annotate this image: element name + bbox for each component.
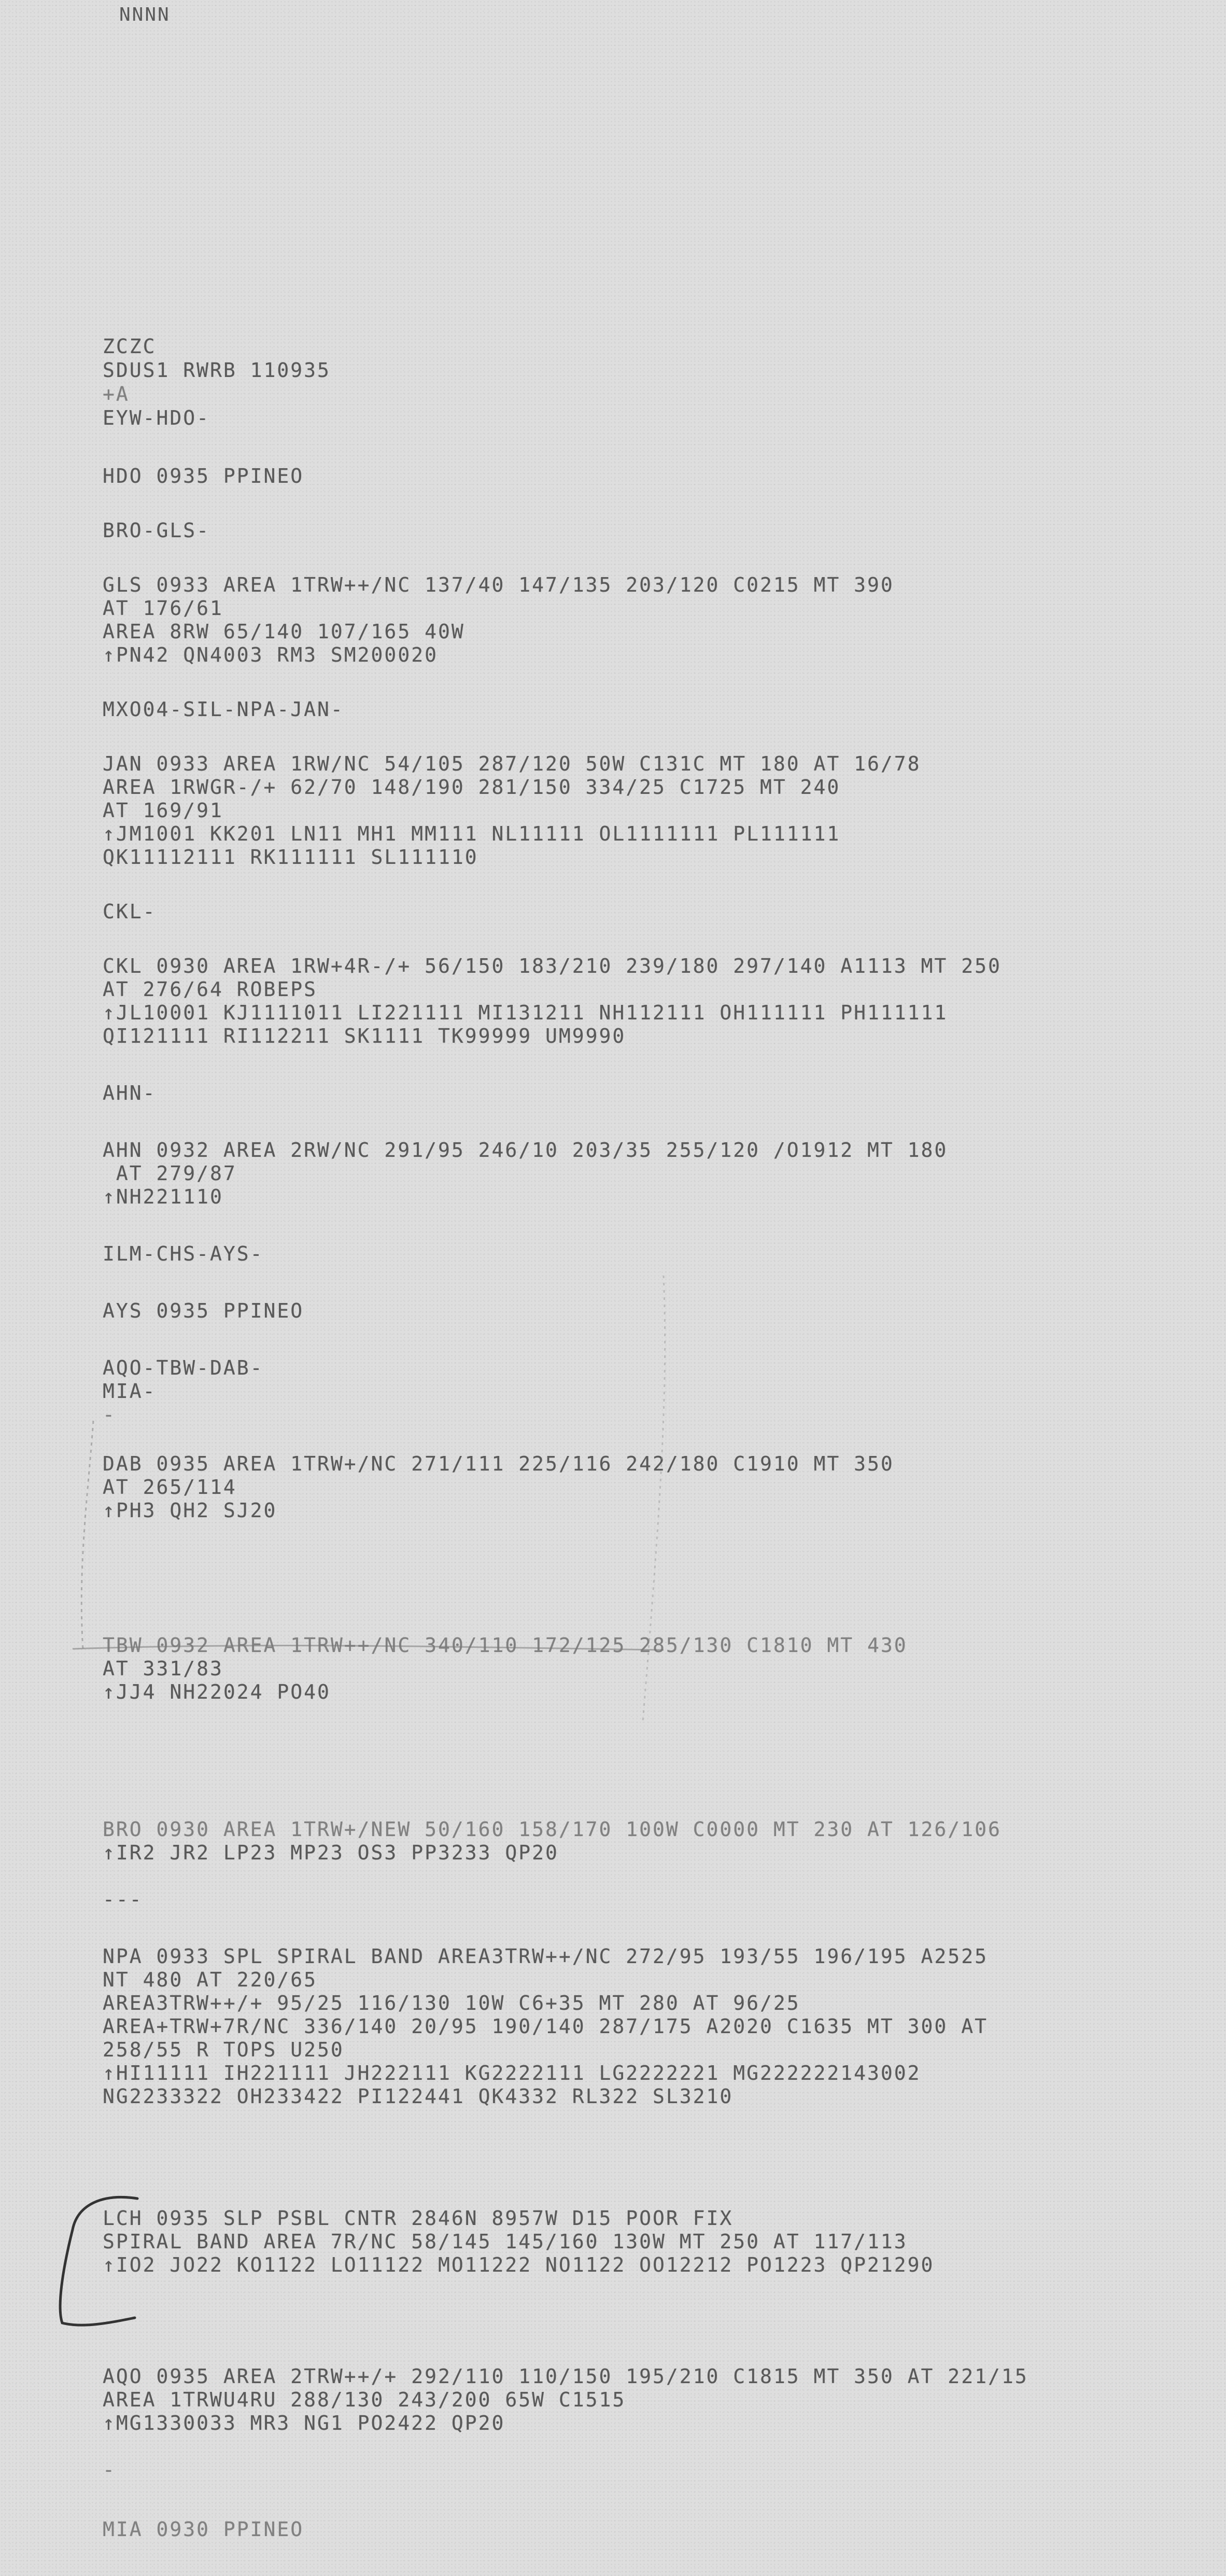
report-digits: ↑HI11111 IH221111 JH222111 KG2222111 LG2222221 MG222222143002 [103,2062,921,2084]
station-report: AHN 0932 AREA 2RW/NC 291/95 246/10 203/35 255/120 /O1912 MT 180 [103,1139,948,1161]
station-report: MIA 0930 PPINEO [103,2518,304,2541]
separator: --- [103,1888,143,1911]
report-digits: NG2233322 OH233422 PI122441 QK4332 RL322 SL3210 [103,2085,734,2108]
fold-mark [81,1421,93,1649]
bulletin-line: +A [103,383,130,405]
report-digits: ↑JM1001 KK201 LN11 MH1 MM111 NL11111 OL1111111 PL111111 [103,822,841,845]
message-start: ZCZC [103,335,157,358]
report-digits: ↑IR2 JR2 LP23 MP23 OS3 PP3233 QP20 [103,1841,559,1864]
station-list: ILM-CHS-AYS- [103,1242,264,1265]
station-list: AQO-TBW-DAB- [103,1356,264,1379]
report-line: AREA+TRW+7R/NC 336/140 20/95 190/140 287/175 A2020 C1635 MT 300 AT [103,2015,988,2038]
station-report: GLS 0933 AREA 1TRW++/NC 137/40 147/135 203/120 C0215 MT 390 [103,573,894,596]
header-code: NNNN [119,4,171,25]
report-digits: ↑NH221110 [103,1185,223,1208]
station-report: JAN 0933 AREA 1RW/NC 54/105 287/120 50W C131C MT 180 AT 16/78 [103,752,921,775]
report-digits: QI121111 RI112211 SK1111 TK99999 UM9990 [103,1025,626,1047]
station-report: AYS 0935 PPINEO [103,1299,304,1322]
station-report: CKL 0930 AREA 1RW+4R-/+ 56/150 183/210 239/180 297/140 A1113 MT 250 [103,955,1002,977]
report-line: AT 276/64 ROBEPS [103,978,318,1001]
bulletin-heading: SDUS1 RWRB 110935 [103,359,331,382]
report-digits: QK11112111 RK111111 SL111110 [103,846,478,869]
report-line: AT 265/114 [103,1476,237,1499]
report-line: AREA 8RW 65/140 107/165 40W [103,620,465,643]
station-report: TBW 0932 AREA 1TRW++/NC 340/110 172/125 285/130 C1810 MT 430 [103,1634,908,1657]
report-line: AREA 1TRWU4RU 288/130 243/200 65W C1515 [103,2388,626,2411]
separator: - [103,1403,116,1426]
station-report: AQO 0935 AREA 2TRW++/+ 292/110 110/150 195/210 C1815 MT 350 AT 221/15 [103,2365,1028,2388]
station-list: MXO04-SIL-NPA-JAN- [103,698,344,721]
report-line: AREA 1RWGR-/+ 62/70 148/190 281/150 334/25 C1725 MT 240 [103,776,841,799]
separator: - [103,2458,116,2481]
report-line: AT 331/83 [103,1657,223,1680]
report-line: AREA3TRW++/+ 95/25 116/130 10W C6+35 MT 280 AT 96/25 [103,1992,800,2014]
station-list: CKL- [103,900,157,923]
report-line: NT 480 AT 220/65 [103,1968,318,1991]
report-digits: ↑JL10001 KJ1111011 LI221111 MI131211 NH112111 OH111111 PH111111 [103,1001,948,1024]
station-report: DAB 0935 AREA 1TRW+/NC 271/111 225/116 242/180 C1910 MT 350 [103,1452,894,1475]
station-list: AHN- [103,1082,157,1104]
report-digits: ↑PH3 QH2 SJ20 [103,1499,277,1522]
report-digits: ↑IO2 JO22 KO1122 LO11122 MO11222 NO1122 OO12212 PO1223 QP21290 [103,2253,935,2276]
station-list: EYW-HDO- [103,407,210,429]
report-line: SPIRAL BAND AREA 7R/NC 58/145 145/160 130W MT 250 AT 117/113 [103,2230,908,2253]
report-digits: ↑MG1330033 MR3 NG1 PO2422 QP20 [103,2412,505,2434]
station-list: BRO-GLS- [103,519,210,542]
station-list: MIA- [103,1380,157,1403]
station-report: NPA 0933 SPL SPIRAL BAND AREA3TRW++/NC 272/95 193/55 196/195 A2525 [103,1945,988,1968]
station-report: LCH 0935 SLP PSBL CNTR 2846N 8957W D15 POOR FIX [103,2207,734,2230]
report-line: AT 176/61 [103,597,223,620]
report-digits: ↑JJ4 NH22024 PO40 [103,1681,331,1703]
report-line: 258/55 R TOPS U250 [103,2038,344,2061]
station-report: BRO 0930 AREA 1TRW+/NEW 50/160 158/170 100W C0000 MT 230 AT 126/106 [103,1818,1002,1841]
report-digits: ↑PN42 QN4003 RM3 SM200020 [103,643,438,666]
report-line: AT 169/91 [103,799,223,822]
station-report: HDO 0935 PPINEO [103,465,304,487]
report-line: AT 279/87 [103,1162,237,1185]
